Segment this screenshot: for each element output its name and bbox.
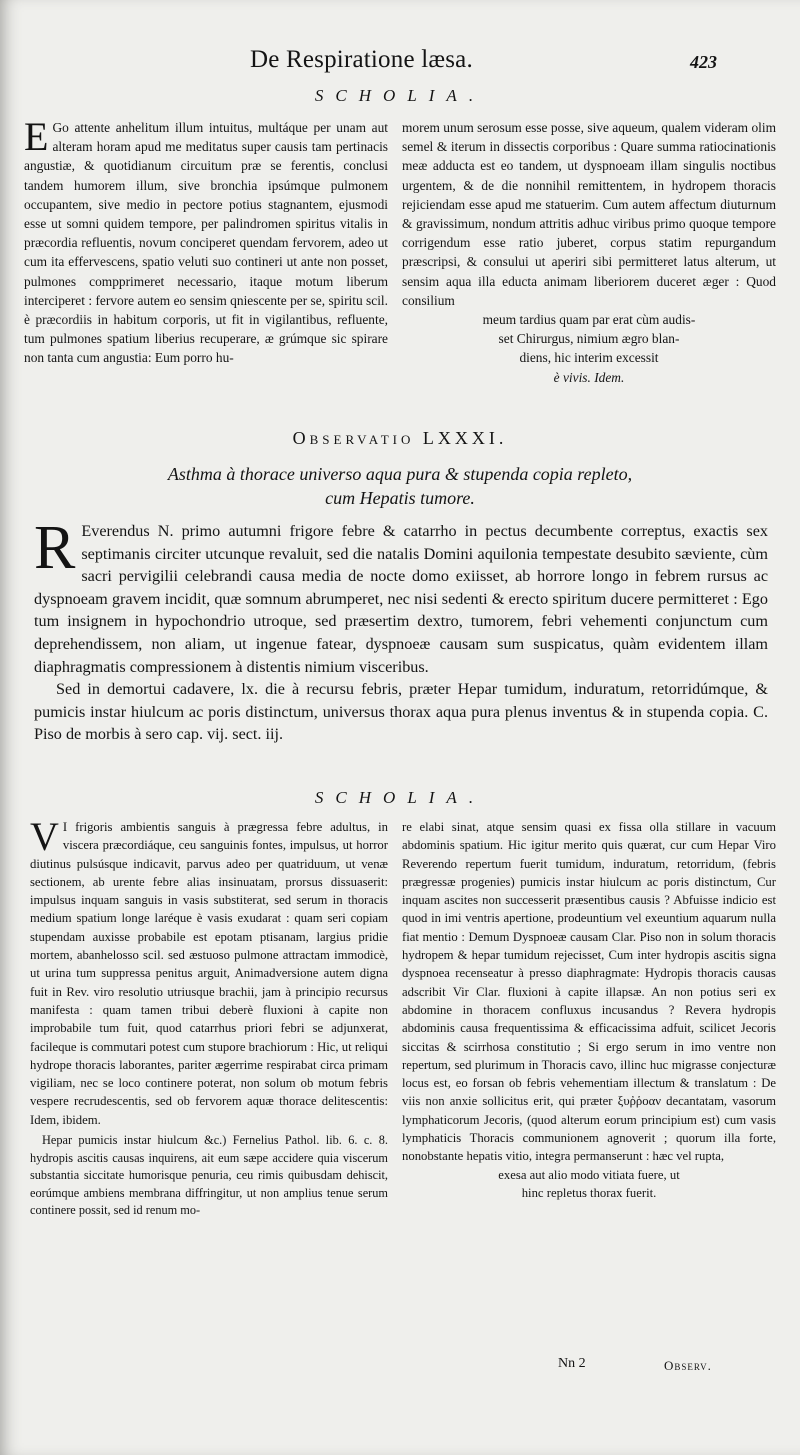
observation-subtitle: [60, 462, 740, 510]
scholia1-right-text: morem unum serosum esse posse, sive aqueum, qualem videram olim semel & iterum in dissectis corporibus : Quare summa ratiocinationis meæ adducta est eo tandem, ut dyspnoeam illam singulis noctibus urgentem, & de die nonnihil remittentem, in hydropem thoracis rejiciendam esse apud me statuerim. Cum autem affectum diuturnum & gravissimum, nondum attritis adhuc viribus primo quoque tempore corrigendum esse ratio juberet, corpus statim repurgandum præscripsi, & consului ut aperiri sibi permitteret latus alterum, ut sensim aqua illa educta animam liberiorem duceret æger : Quod consilium: [402, 120, 776, 308]
scholia1-tail-1: meum tardius quam par erat cùm audis-: [482, 312, 696, 328]
scholia-heading: SCHOLIA.: [314, 86, 486, 105]
scholia1-right-column: [402, 118, 776, 387]
page-header: [0, 46, 800, 82]
scholia1-left-paragraph: [24, 114, 388, 368]
signature-mark: Nn 2: [558, 1356, 586, 1371]
page-number: 423: [690, 52, 717, 72]
scholia1-tail-2: set Chirurgus, nimium ægro blan-: [498, 331, 680, 347]
scholia2-tail-1: exesa aut alio modo vitiata fuere, ut: [498, 1167, 680, 1182]
observation-subtitle-line2: cum Hepatis tumore.: [325, 488, 475, 508]
scholia2-left-column: [30, 814, 388, 1220]
scholia1-tail-4: è vivis. Idem.: [553, 369, 625, 385]
observation-title: Observatio LXXXI.: [292, 428, 508, 448]
scholia2-tail-2: hinc repletus thorax fuerit.: [521, 1185, 657, 1200]
scholia2-left-text: I frigoris ambientis sanguis à prægressa febre adultus, in viscera præcordiáque, ceu sanguinis fontes, impulsus, ut horror diutinus pulsúsque indicavit, parvus adeo per quatriduum, ut venæ sectionem, ab urente febre alias insinuatam, prorsus dissuaserit: impulsus inquam sanguis in vasis substiterat, sed serum in thoracis medium spatium longe laréque è vasis exudarat : quam seri copiam stupendam auxisse probabile est epotam ptisanam, largius pridie mortem, abanhelosso scil. sed æstuoso pulmone attractam immodicè, ut urina tum suppressa penitus arguit, Animadversione autem digna fuit in Rev. viro resolutio utriusque brachii, jam à principio recursus manifesta : quam tamen tribui deberè fluxioni à capite non improbabile tum fuit, quod catarrhus priori febri se adjunxerat, facileque is commutari potest cum stupore brachiorum : Hic, ut reliqui hydrope thoracis laborantes, pariter ægerrime respirabat circa primam vigiliam, nec se loco continere poterat, non solum ob motum febris vespere recrudescentis, sed ob fervorem aquæ thorace delitescentis: Idem, ibidem.: [30, 820, 388, 1127]
scholia2-left-note: Hepar pumicis instar hiulcum &c.) Fernelius Pathol. lib. 6. c. 8. hydropis ascitis causas inquirens, ait eum sæpe accidere quia viscerum substantia siccitate humorisque penuria, ceu rimis quibusdam dehiscit, eorúmque ambiens membrana diffringitur, ut non amplius tenue serum continere possit, sed id renum mo-: [30, 1133, 388, 1218]
scholia1-left-column: [24, 114, 388, 368]
observation-paragraph-2: Sed in demortui cadavere, lx. die à recursu febris, præter Hepar tumidum, induratum, retorridúmque, & pumicis instar hiulcum ac poris distinctum, universus thorax aqua pura plenus inventus & in stupenda copia. C. Piso de morbis à sero cap. vij. sect. iij.: [34, 680, 768, 744]
dropcap: E: [24, 114, 49, 159]
scholia2-right-column: [402, 818, 776, 1202]
scholia1-tail-3: diens, hic interim excessit: [519, 350, 659, 366]
observation-body: [34, 514, 768, 746]
catchword: Observ.: [664, 1358, 712, 1373]
observation-subtitle-line1: Asthma à thorace universo aqua pura & stupenda copia repleto,: [167, 464, 633, 484]
dropcap: V: [30, 814, 59, 859]
scholia2-left-paragraph: [30, 814, 388, 1129]
scholia1-left-text: Go attente anhelitum illum intuitus, multáque per unam aut alteram horam apud me meditatus super causis tam pertinacis angustiæ, & quotidianum circuitum præ se ferentis, conclusi tandem humorem illum, sive bronchia ipsúmque pulmonem occupantem, sive medio in pectore potius stagnantem, ejusmodi esse ut somni quidem tempore, per palindromen spiritus vitalis in præcordia refluentis, novum conciperet quendam fervorem, adeo ut cum ita effervescens, spatio veluti suo contineri ut ante non posset, pulmones compprimeret necessario, itaque motum liberum interciperet : fervore autem eo sensim qniescente per se, spiritu scil. è præcordiis in habitum corporis, ut fit in vigilantibus, refluente, tum pulmones spatium liberius recuperare, æ grúmque sic spirare non tanta cum angustia: Eum porro hu-: [24, 120, 388, 366]
running-title: De Respiratione læsa.: [250, 46, 473, 73]
scholia-heading-2: SCHOLIA.: [314, 788, 486, 807]
dropcap: R: [34, 514, 76, 582]
observation-paragraph-1-text: Everendus N. primo autumni frigore febre & catarrho in pectus decumbente correptus, exactis sex septimanis circiter utcunque revaluit, sed die natalis Domini aquilonia tempestate desubito sæviente, cùm sacri pervigilii celebrandi causa media de nocte domo exiisset, ab horrore longo in febrem rursus ac dyspnoeam gravem incidit, quæ somnum abrumperet, nec nisi sedenti & erecto spiritum ducere permitteret : Ego tum insignem in hypochondrio utroque, sed præsertim dextro, tumorem, febri vehementi conjunctum cum deprehendissem, non aliam, ut ingenue fatear, dyspnoeæ causam sum suspicatus, quàm evidentem illam diaphragmatis compressionem à distentis nimium visceribus.: [34, 522, 768, 676]
scholia2-right-text: re elabi sinat, atque sensim quasi ex fissa olla stillare in vacuum abdominis spatium. Hic igitur merito quis quærat, cur cum Hepar Viro Reverendo repertum fuerit tumidum, induratum, retorridum, (febris prægressæ progenies) pumicis instar hiulcum ac poris distinctum, Cur inquam ascites non successerit præsentibus causis ? Abfuisse indicio est quod in imi ventris apertione, prodeuntium vel exeuntium aquarum nulla fiat mentio : Demum Dyspnoeæ causam Clar. Piso non in solum thoracis hydropem & hepar tumidum rejecisset, Cum inter hydropis ascitis signa dyspnoea recenseatur à presso diaphragmate: Hydropis thoracis causas adscribit Vir Clar. fluxioni à capite illapsæ. An non potius seri ex abdomine in thoracem confluxus incusandus ? Revera hydropis abdominis causa frequentissima & efficacissima adfuit, scilicet Jecoris siccitas & scirrhosa constitutio ; Si ergo serum in imo ventre non repertum, sed plurimum in Thoracis cavo, illinc huc migrasse conjecturæ locus est, eo forsan ob febris vehementiam illectum & translatum : De viis non anxie sollicitus erit, qui præter ξυῤῥοαν decantatam, vasorum lymphaticorum Jecoris, (quod alterum eorum principium est) cum vasis lymphaticis Thoracis communionem agnoverit ; quorum illa forte, nonobstante hepatis vitio, integra permanserunt : hæc vel rupta,: [402, 820, 776, 1164]
observation-paragraph-1: [34, 514, 768, 678]
